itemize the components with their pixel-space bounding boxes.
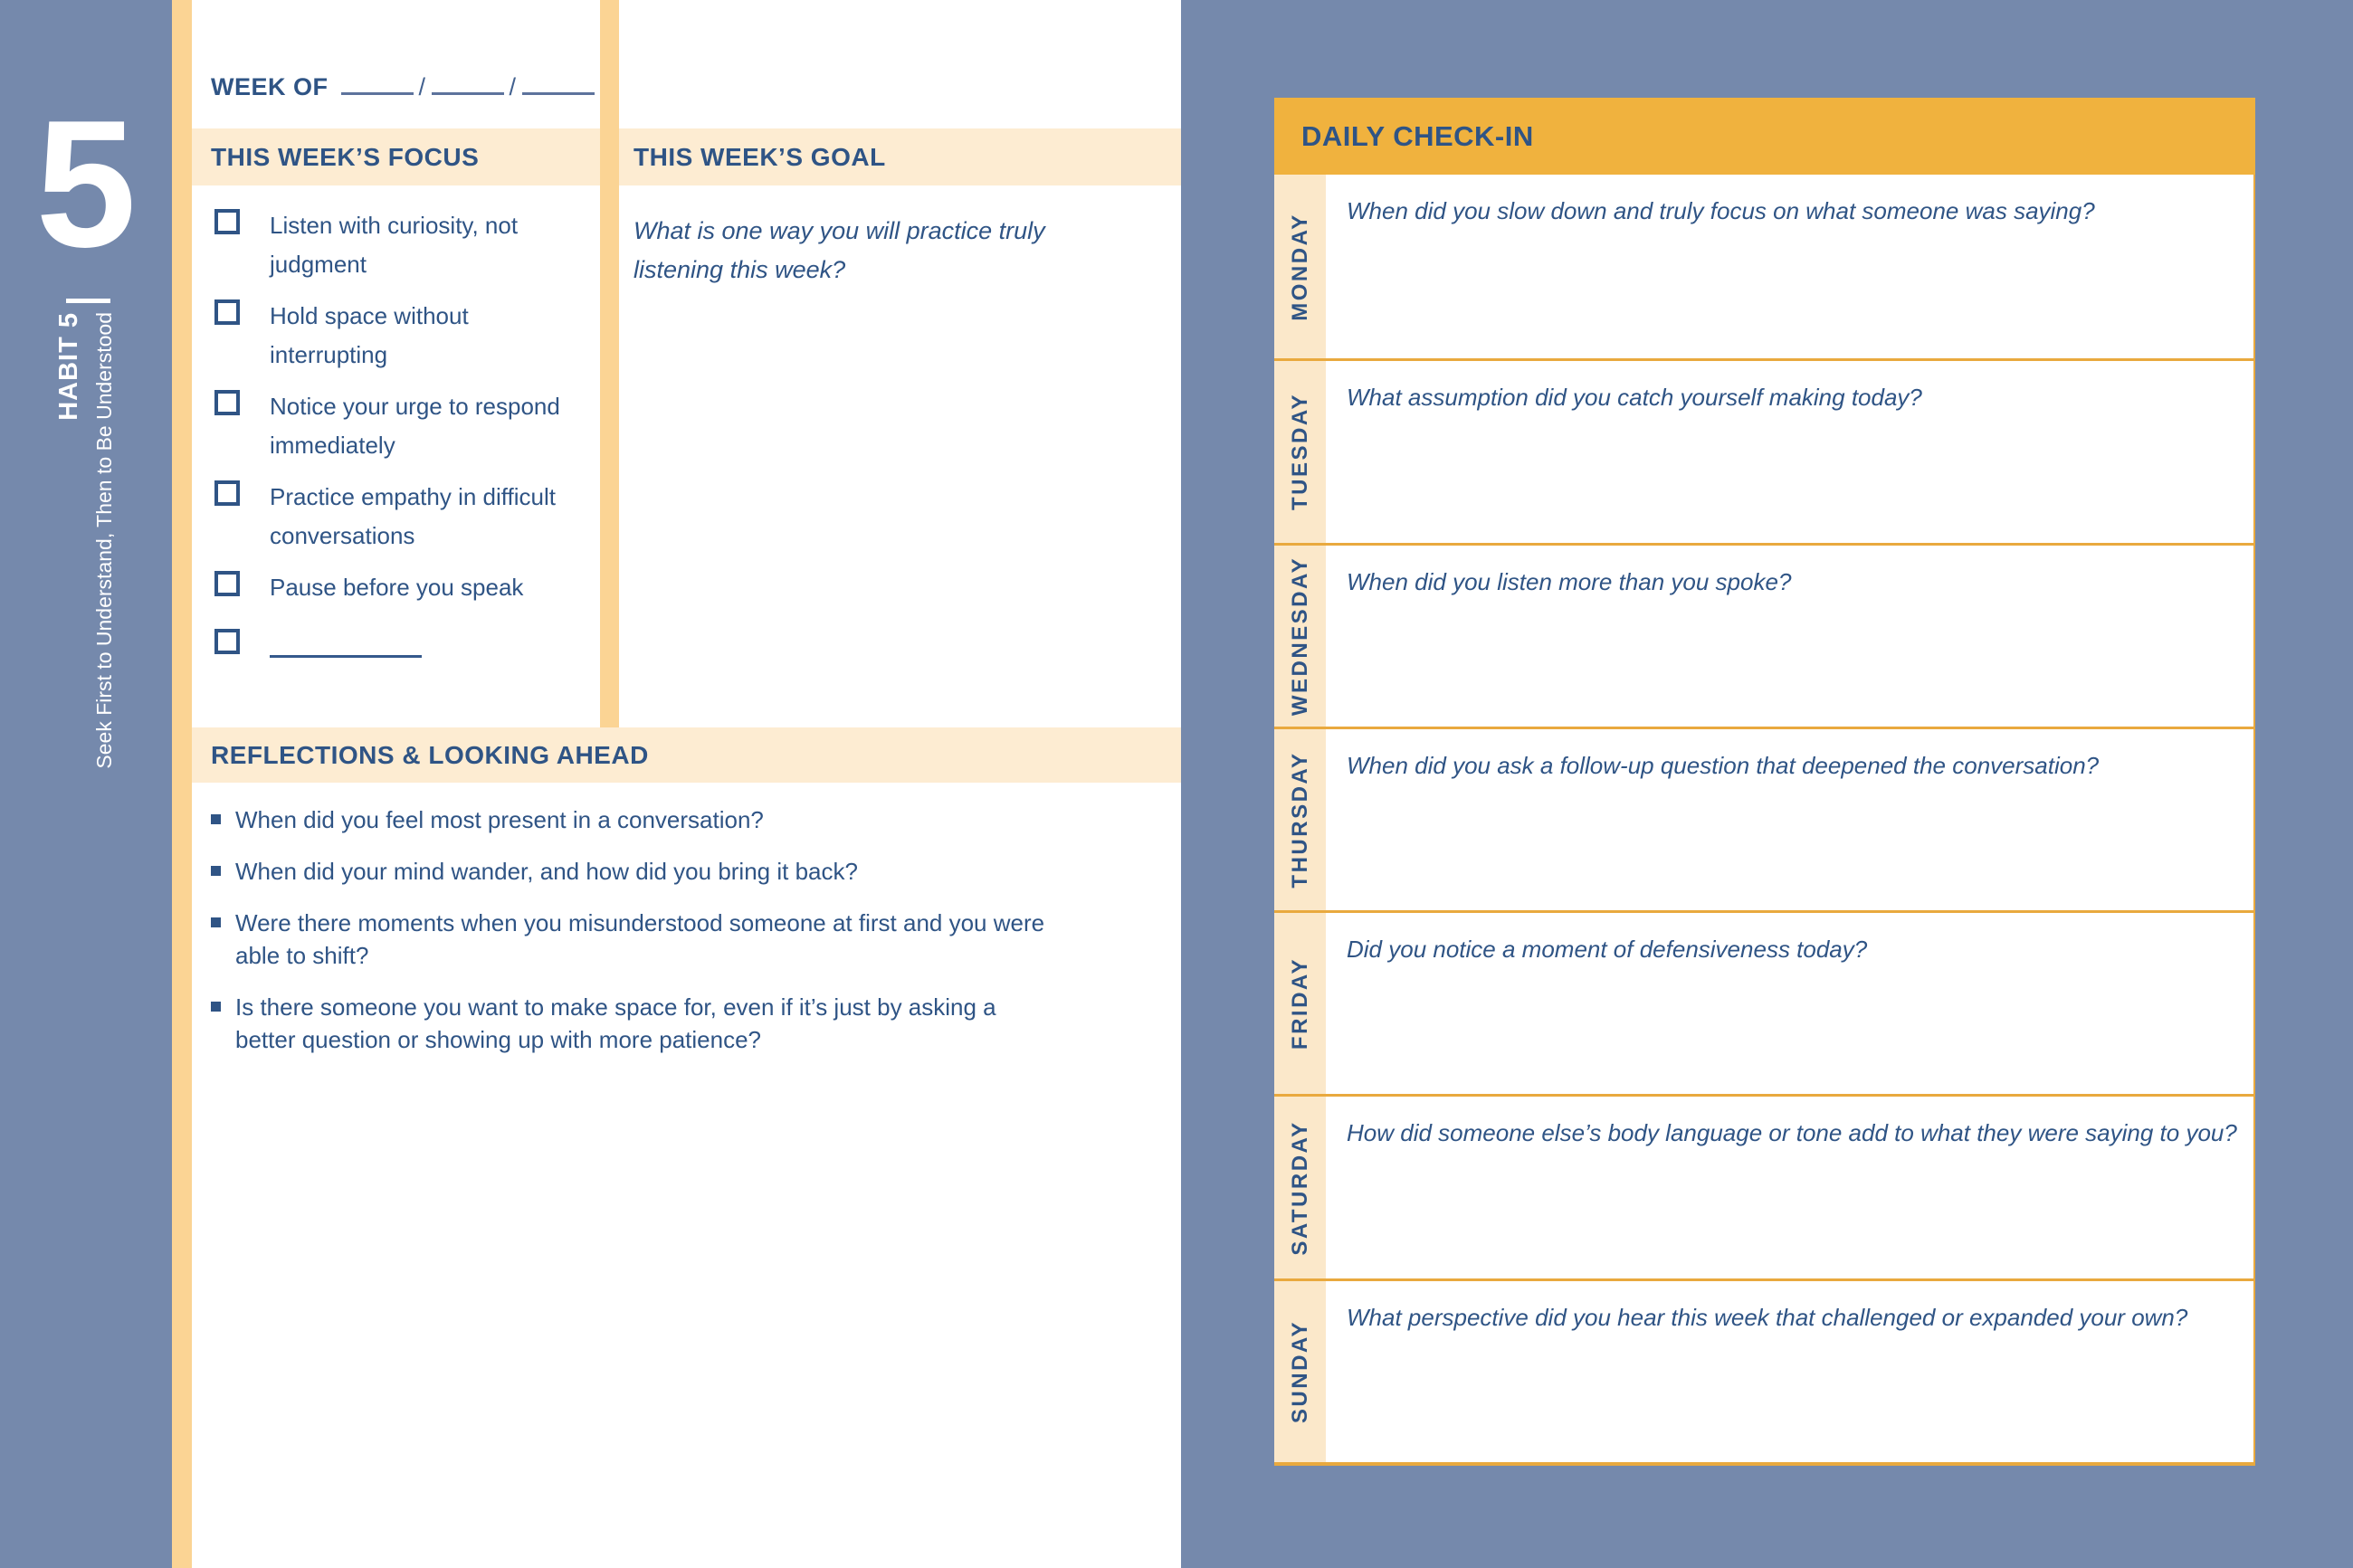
square-bullet-icon	[211, 917, 221, 927]
checklist-item	[214, 297, 595, 375]
day-prompt: Did you notice a moment of defensiveness today?	[1347, 936, 1868, 964]
day-entry-area[interactable]	[1326, 546, 2253, 727]
checklist-item-label: Listen with curiosity, not judgment	[270, 212, 519, 278]
day-entry-area[interactable]	[1326, 1097, 2253, 1278]
square-bullet-icon	[211, 866, 221, 876]
day-row	[1274, 727, 2253, 910]
day-entry-area[interactable]	[1326, 913, 2253, 1094]
checkbox[interactable]	[214, 629, 240, 654]
checklist-item	[214, 478, 595, 556]
day-prompt: How did someone else’s body language or tone add to what they were saying to you?	[1347, 1119, 2237, 1147]
reflection-question-item	[211, 803, 1062, 836]
day-label: MONDAY	[1287, 212, 1312, 321]
focus-checklist	[214, 206, 595, 620]
day-row	[1274, 1094, 2253, 1278]
checkbox[interactable]	[214, 209, 240, 234]
reflections-section-header	[192, 727, 1181, 783]
day-row	[1274, 175, 2253, 358]
date-separator: /	[418, 73, 426, 100]
reflection-question-item	[211, 855, 1062, 888]
reflection-question-item	[211, 907, 1062, 972]
checklist-item	[214, 568, 595, 607]
day-label-column	[1274, 913, 1326, 1094]
day-entry-area[interactable]	[1326, 729, 2253, 910]
reflection-question-text: Were there moments when you misunderstood someone at first and you were able to shift?	[235, 909, 1045, 969]
day-entry-area[interactable]	[1326, 361, 2253, 542]
date-separator: /	[509, 73, 517, 100]
reflection-question-text: When did you feel most present in a conversation?	[235, 806, 764, 833]
day-label-column	[1274, 361, 1326, 542]
checklist-item	[214, 387, 595, 465]
day-label-column	[1274, 175, 1326, 358]
reflection-question-text: Is there someone you want to make space for, even if it’s just by asking a better question or showing up with more patience?	[235, 993, 996, 1053]
goal-section-header	[619, 128, 1181, 185]
habit-title-vertical: HABIT 5	[54, 312, 83, 421]
day-entry-area[interactable]	[1326, 1281, 2253, 1462]
day-row	[1274, 1278, 2253, 1462]
day-label: WEDNESDAY	[1287, 556, 1312, 716]
day-label: TUESDAY	[1287, 393, 1312, 511]
page-edge-stripe	[172, 0, 192, 1568]
checklist-item	[214, 206, 595, 284]
day-label-column	[1274, 1281, 1326, 1462]
day-label: THURSDAY	[1287, 751, 1312, 889]
reflections-title: REFLECTIONS & LOOKING AHEAD	[211, 740, 649, 769]
focus-title: THIS WEEK’S FOCUS	[211, 142, 480, 171]
day-prompt: When did you slow down and truly focus on what someone was saying?	[1347, 197, 2095, 224]
custom-focus-write-line[interactable]	[270, 626, 422, 658]
week-of-day-field[interactable]	[432, 69, 504, 95]
checklist-item-label: Hold space without interrupting	[270, 302, 469, 368]
checklist-item-label: Notice your urge to respond immediately	[270, 393, 560, 459]
daily-checkin-table	[1274, 98, 2255, 1466]
day-prompt: What perspective did you hear this week that challenged or expanded your own?	[1347, 1303, 2188, 1331]
daily-checkin-title: DAILY CHECK-IN	[1301, 119, 1534, 152]
day-label: SUNDAY	[1287, 1319, 1312, 1423]
checkbox[interactable]	[214, 480, 240, 506]
daily-checkin-header	[1274, 98, 2255, 175]
day-row	[1274, 910, 2253, 1094]
checklist-item-blank	[214, 626, 422, 670]
column-divider-stripe	[600, 0, 619, 727]
goal-prompt: What is one way you will practice truly listening this week?	[634, 217, 1045, 283]
day-entry-area[interactable]	[1326, 175, 2253, 358]
checklist-item-label: Practice empathy in difficult conversations	[270, 483, 556, 549]
day-prompt: What assumption did you catch yourself making today?	[1347, 384, 1922, 412]
week-of-line	[211, 69, 600, 101]
week-of-month-field[interactable]	[341, 69, 414, 95]
sidebar-dash-rule	[66, 299, 110, 303]
habit-subtitle-vertical: Seek First to Understand, Then to Be Understood	[92, 312, 116, 769]
checkbox[interactable]	[214, 299, 240, 325]
day-label-column	[1274, 1097, 1326, 1278]
day-prompt: When did you listen more than you spoke?	[1347, 567, 1792, 595]
habit-number: 5	[35, 83, 137, 285]
daily-checkin-body	[1274, 175, 2255, 1466]
week-of-year-field[interactable]	[522, 69, 595, 95]
day-prompt: When did you ask a follow-up question that deepened the conversation?	[1347, 751, 2100, 779]
day-row	[1274, 543, 2253, 727]
reflections-list	[211, 803, 1062, 1075]
week-of-label: WEEK OF	[211, 73, 329, 100]
focus-section-header	[192, 128, 600, 185]
reflection-question-text: When did your mind wander, and how did you bring it back?	[235, 858, 858, 885]
reflection-question-item	[211, 991, 1062, 1056]
day-label-column	[1274, 729, 1326, 910]
square-bullet-icon	[211, 814, 221, 824]
day-row	[1274, 358, 2253, 542]
checkbox[interactable]	[214, 571, 240, 596]
checkbox[interactable]	[214, 390, 240, 415]
goal-title: THIS WEEK’S GOAL	[634, 142, 886, 171]
day-label-column	[1274, 546, 1326, 727]
day-label: FRIDAY	[1287, 957, 1312, 1050]
checklist-item-label: Pause before you speak	[270, 574, 524, 601]
day-label: SATURDAY	[1287, 1119, 1312, 1256]
square-bullet-icon	[211, 1002, 221, 1012]
